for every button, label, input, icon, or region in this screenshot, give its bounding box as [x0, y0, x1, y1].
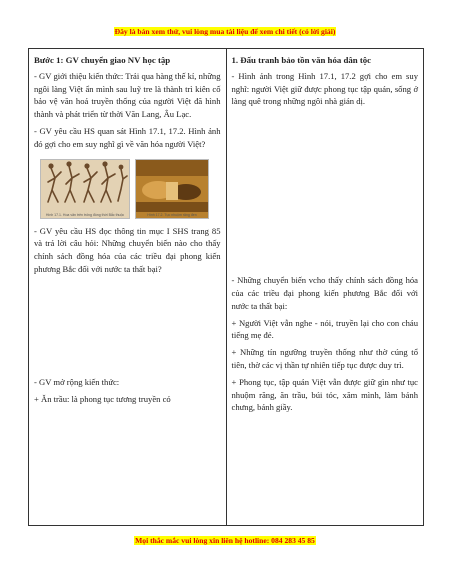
left-para-expand: - GV mở rộng kiến thức:: [34, 376, 120, 387]
figure-17-1-image: [40, 159, 130, 219]
left-spacer: [34, 280, 221, 376]
preview-notice-banner: [0, 27, 450, 36]
right-para-beliefs: + Những tín ngưỡng truyền thống như thờ cúng tổ tiên, thờ các vị thần tự nhiên tiếp tục được duy trì.: [231, 347, 418, 370]
right-para-changes: - Những chuyển biến vcho thấy chính sách đồng hóa của các triều đại phong kiến phương Bắc đối với nước ta thất bại:: [231, 275, 418, 311]
left-column-cell: [29, 49, 227, 526]
figure-17-2-caption: Hình 17.2. Tục nhuộm răng đen: [147, 212, 197, 217]
left-column-heading: Bước 1: GV chuyển giao NV học tập: [34, 55, 171, 65]
left-para-question: - GV yêu cầu HS đọc thông tin mục I SHS trang 85 và trả lời câu hỏi: Những chuyển biến nào cho thấy chính sách đồng hóa của các triều đại phong kiến phương Bắc đối với nước ta thất bại?: [34, 225, 221, 274]
figure-17-1-caption: Hình 17.1. Hoa văn trên trống đồng thời Bắc thuộc: [45, 212, 125, 217]
left-para-intro: - GV giới thiệu kiến thức: Trải qua hàng thế kỉ, những ngôi làng Việt ẩn mình sau luỹ tre là thành trì kiên cố bảo vệ văn hoá truyền thống của người Việt đã hình thành và phát triển từ thời Văn Lang, Âu Lạc.: [34, 70, 221, 120]
left-para-observe: - GV yêu cầu HS quan sát Hình 17.1, 17.2. Hình ảnh đó gợi cho em suy nghĩ gì về văn hóa người Việt?: [34, 125, 221, 149]
left-para-betel: + Ăn trầu: là phong tục tương truyền có: [34, 393, 171, 404]
right-para-answer-images: - Hình ảnh trong Hình 17.1, 17.2 gợi cho em suy nghĩ: người Việt giữ được phong tục tập quán, sống ở làng quê trong những ngôi nhà gián dị.: [231, 70, 418, 107]
right-para-customs: + Phong tục, tập quán Việt vẫn được giữ gìn như tục nhuộm răng, ăn trầu, búi tóc, xăm mình, làm bánh chưng, bánh giầy.: [231, 376, 418, 413]
table-row: [29, 49, 424, 526]
betel-teeth-photo: [136, 160, 208, 212]
preview-notice-text: Đây là bản xem thử, vui lòng mua tài liệu để xem chi tiết (có lời giải): [114, 27, 336, 36]
figure-row: [40, 159, 221, 217]
right-spacer: [232, 112, 419, 274]
dancing-figures-illustration: [41, 160, 129, 212]
figure-17-2-image: [135, 159, 209, 219]
lesson-table: [28, 48, 424, 526]
right-column-cell: [226, 49, 424, 526]
right-column-heading: 1. Đấu tranh bảo tồn văn hóa dân tộc: [231, 55, 372, 65]
hotline-banner: [0, 536, 450, 545]
hotline-text: Mọi thắc mắc vui lòng xin liên hệ hotline: 084 283 45 85: [135, 536, 315, 545]
right-para-language: + Người Việt vẫn nghe - nói, truyền lại cho con cháu tiếng mẹ đẻ.: [231, 317, 418, 341]
